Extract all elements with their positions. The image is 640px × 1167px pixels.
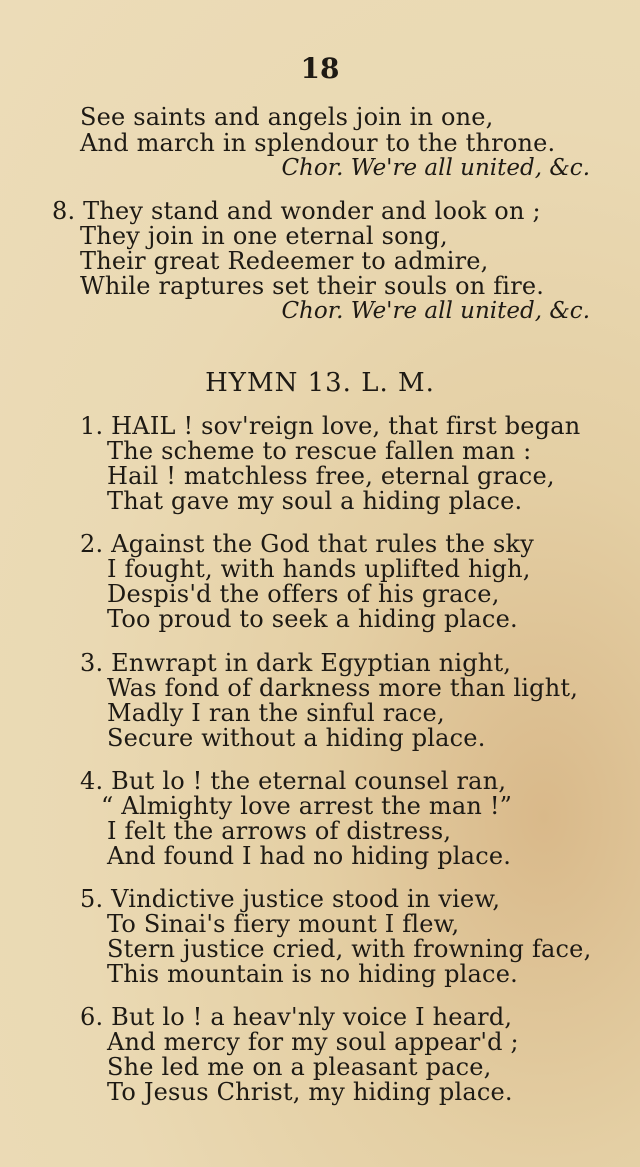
verse-6-line-1 <box>80 1003 512 1031</box>
verse-text: Vindictive justice stood in view, <box>111 885 501 913</box>
verse-number: 1. <box>80 412 104 440</box>
verse-number: 4. <box>80 767 104 795</box>
verse-4-line-1 <box>80 767 506 795</box>
verse-line: Their great Redeemer to admire, <box>80 247 489 275</box>
verse-line: “ Almighty love arrest the man !” <box>101 792 513 820</box>
verse-line: The scheme to rescue fallen man : <box>107 437 532 465</box>
verse-line: Despis'd the offers of his grace, <box>107 580 500 608</box>
verse-2-line-1 <box>80 530 534 558</box>
verse-text: But lo ! the eternal counsel ran, <box>111 767 507 795</box>
page-number: 18 <box>300 52 340 85</box>
verse-line: Madly I ran the sinful race, <box>107 699 445 727</box>
verse-line: Secure without a hiding place. <box>107 724 486 752</box>
verse-line: To Jesus Christ, my hiding place. <box>107 1078 513 1106</box>
stanza-8-line-1 <box>52 197 541 225</box>
verse-text: They stand and wonder and look on ; <box>83 197 541 225</box>
verse-number: 3. <box>80 649 104 677</box>
chorus-line: Chor. We're all united, &c. <box>281 155 590 181</box>
verse-line: Hail ! matchless free, eternal grace, <box>107 462 555 490</box>
verse-number: 8. <box>52 197 76 225</box>
verse-line: I fought, with hands uplifted high, <box>107 555 531 583</box>
verse-line: That gave my soul a hiding place. <box>107 487 523 515</box>
verse-number: 6. <box>80 1003 104 1031</box>
verse-1-line-1 <box>80 412 580 440</box>
verse-line: And mercy for my soul appear'd ; <box>107 1028 519 1056</box>
verse-line: While raptures set their souls on fire. <box>80 272 545 300</box>
verse-line: This mountain is no hiding place. <box>107 960 518 988</box>
verse-line: I felt the arrows of distress, <box>107 817 452 845</box>
verse-line: She led me on a pleasant pace, <box>107 1053 492 1081</box>
verse-text: Enwrapt in dark Egyptian night, <box>111 649 512 677</box>
verse-5-line-1 <box>80 885 500 913</box>
verse-line: To Sinai's fiery mount I flew, <box>107 910 460 938</box>
verse-line: Too proud to seek a hiding place. <box>107 605 518 633</box>
verse-line: See saints and angels join in one, <box>80 103 494 131</box>
verse-number: 2. <box>80 530 104 558</box>
verse-3-line-1 <box>80 649 511 677</box>
verse-text: HAIL ! sov'reign love, that first began <box>111 412 581 440</box>
verse-text: Against the God that rules the sky <box>111 530 535 558</box>
verse-number: 5. <box>80 885 104 913</box>
chorus-line: Chor. We're all united, &c. <box>281 298 590 324</box>
verse-line: And found I had no hiding place. <box>107 842 512 870</box>
hymn-title: HYMN 13. L. M. <box>205 368 435 398</box>
verse-text: But lo ! a heav'nly voice I heard, <box>111 1003 513 1031</box>
verse-line: Stern justice cried, with frowning face, <box>107 935 592 963</box>
verse-line: And march in splendour to the throne. <box>80 129 556 157</box>
verse-line: They join in one eternal song, <box>80 222 448 250</box>
verse-line: Was fond of darkness more than light, <box>107 674 579 702</box>
